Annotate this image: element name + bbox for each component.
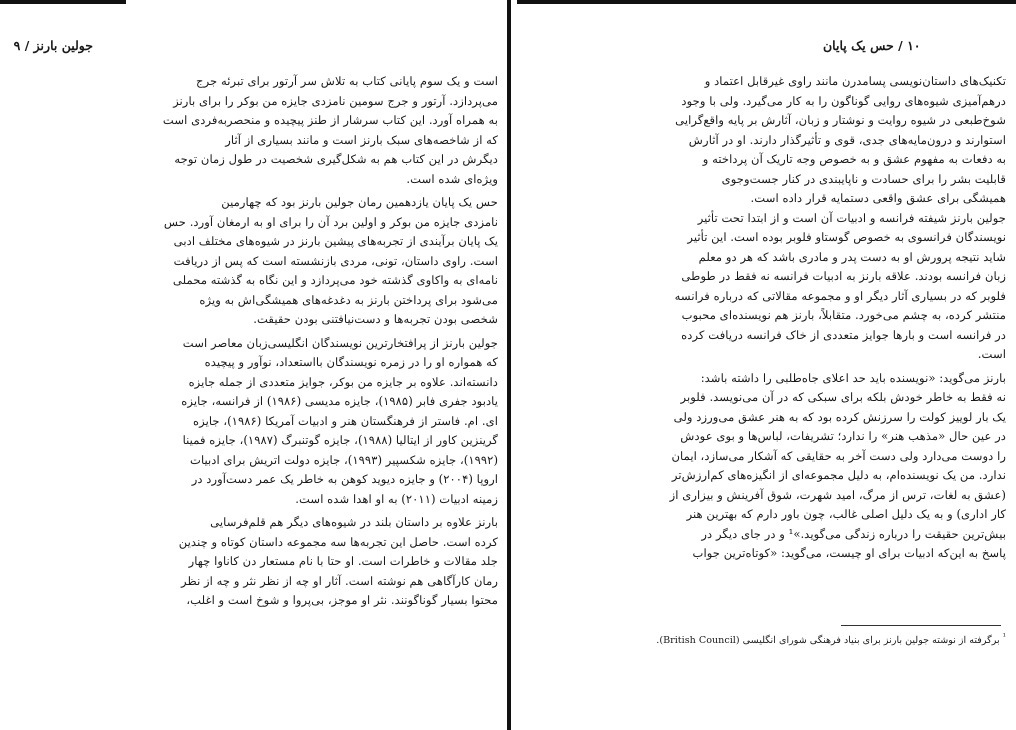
text-line: همیشگی برای عشق واقعی دستمایه قرار داده است. <box>750 191 1006 205</box>
text-line: رمان کارآگاهی هم نوشته است. آثار او چه از نظر نثر و چه از نظر <box>181 573 498 588</box>
text-line: کرده است. حاصل این تجربه‌ها سه مجموعه داستان کوتاه و چندین <box>178 534 498 549</box>
text-line: را دوست می‌دارد ولی دست آخر به حقایقی که آشکار می‌سازد، ایمان <box>671 448 1006 463</box>
footnote-rule <box>841 625 1001 626</box>
text-line: شاید نتیجه پرورش او به دست پدر و مادری باشد که هر دو معلم <box>698 249 1006 264</box>
text-line: دیگرش در این کتاب هم به شکل‌گیری شخصیت در طول زمان توجه <box>174 152 498 166</box>
paragraph <box>94 513 498 611</box>
right-page <box>511 0 1016 730</box>
footnote <box>603 630 1006 648</box>
text-line: گرینزین کاور از ایتالیا (۱۹۸۸)، جایزه گوتنبرگ (۱۹۸۷)، جایزه فمینا <box>182 433 498 447</box>
text-line: به دفعات به مفهوم عشق و به خصوص وجه تاریک آن پرداخته و <box>702 152 1006 166</box>
text-line: است و یک سوم پایانی کتاب به تلاش سر آرتور برای تبرئه جرج <box>196 74 498 88</box>
text-line: که همواره او را در زمره نویسندگان بااستعداد، نوآور و پیچیده <box>204 355 498 369</box>
text-line: شخصی بودن تجربه‌ها و دست‌نیافتنی بودن حقیقت. <box>253 312 498 326</box>
text-line: اروپا (۲۰۰۴) و جایزه دیوید کوهن به خاطر یک عمر دست‌آورد در <box>191 472 498 486</box>
text-line: شوخ‌طبعی در شیوه روایت و نوشتار و زبان، آثارش بر پایه واقع‌گرایی <box>675 113 1006 127</box>
footnote-text: برگرفته از نوشته جولین بارنز برای بنیاد فرهنگی شورای انگلیسی (British Council). <box>656 635 1000 647</box>
page-header-left: جولین بارنز / ۹ <box>13 38 93 53</box>
text-line: قابلیت بشر را برای حسادت و ناپایبندی در کنار جست‌وجوی <box>721 171 1006 186</box>
paragraph <box>94 193 498 330</box>
text-line: به همراه آورد. این کتاب سرشار از طنز پیچیده و منحصربه‌فردی است <box>162 113 498 127</box>
text-line: فلوبر که در بسیاری آثار دیگر او و مجموعه مقالاتی که درباره فرانسه <box>674 288 1006 303</box>
text-line: که از شاخصه‌های سبک بارنز است و مانند بسیاری از آثار <box>225 132 498 147</box>
paragraph <box>94 72 498 189</box>
text-line: در فرانسه است و بارها جوایز متعددی از خاک فرانسه دریافت کرده <box>681 327 1006 342</box>
paragraph <box>603 369 1006 564</box>
text-line: (۱۹۹۲)، جایزه شکسپیر (۱۹۹۳)، جایزه دولت اتریش برای ادبیات <box>189 452 498 467</box>
text-line: نه فقط به خاطر خودش بلکه برای سبکی که در آن می‌نویسد. فلوبر <box>680 390 1006 404</box>
text-line: ندارد. من یک نویسنده‌ام، به دلیل مجموعه‌ای از انگیزه‌های کم‌ارزش‌تر <box>671 468 1006 482</box>
right-page-body <box>603 72 1006 568</box>
text-line: زمینه ادبیات (۲۰۱۱) به او اهدا شده است. <box>295 491 498 506</box>
text-line: حس یک پایان یازدهمین رمان جولین بارنز بود که چهارمین <box>221 195 498 209</box>
text-line: یادبود جفری فابر (۱۹۸۵)، جایزه مدیسی (۱۹۸۶) از فرانسه، جایزه <box>181 394 498 408</box>
text-line: کار اداری) و به یک دلیل اصلی غالب، چون باور دارم که بهترین هنر <box>686 507 1006 521</box>
footnote-mark: ¹ <box>1002 632 1006 641</box>
page-header-right: ۱۰ / حس یک پایان <box>823 38 921 53</box>
text-line: درهم‌آمیزی شیوه‌های روایی گوناگون را به کار می‌گیرد. ولی با وجود <box>681 93 1006 108</box>
text-line: بیش‌ترین حقیقت را درباره زندگی می‌گوید.»¹ و در جای دیگر در <box>701 526 1006 541</box>
text-line: بارنز می‌گوید: «نویسنده باید حد اعلای جاه‌طلبی را داشته باشد: <box>700 370 1006 385</box>
paragraph <box>94 334 498 510</box>
text-line: نامه‌ای به واکاوی گذشته خود می‌پردازد و این نگاه به گذشته محملی <box>172 273 498 287</box>
text-line: ای. ام. فاستر از فرهنگستان هنر و ادبیات آمریکا (۱۹۸۶)، جایزه <box>193 413 498 428</box>
text-line: تکنیک‌های داستان‌نویسی پسامدرن مانند راوی غیرقابل اعتماد و <box>704 74 1006 88</box>
text-line: بارنز علاوه بر داستان بلند در شیوه‌های دیگر هم قلم‌فرسایی <box>210 515 498 529</box>
text-line: جلد مقالات و خاطرات است. او حتا با نام مستعار دن کاناوا چهار <box>188 554 498 568</box>
text-line: زبان فرانسه بودند. علاقه بارنز به ادبیات فرانسه نه فقط در طوطی <box>681 269 1006 283</box>
text-line: جولین بارنز از پرافتخارترین نویسندگان انگلیسی‌زبان معاصر است <box>182 335 498 350</box>
text-line: است. <box>977 347 1006 361</box>
text-line: نامزدی جایزه من بوکر و اولین برد آن را برای او به ارمغان آورد. حس <box>163 214 498 229</box>
left-page <box>0 0 507 730</box>
text-line: ویژه‌ای شده است. <box>406 171 498 186</box>
text-line: در عین حال «مذهب هنر» را ندارد؛ تشریفات، لباس‌ها و بوی عودش <box>680 429 1006 443</box>
paragraph <box>603 72 1006 365</box>
text-line: نویسندگان فرانسوی به خصوص گوستاو فلوبر بوده است. این تأثیر <box>687 230 1006 244</box>
text-line: منتشر کرده، به چشم می‌خورد. متقابلاً، بارنز هم نویسنده‌ای محبوب <box>681 308 1006 322</box>
text-line: (عشق به لغات، ترس از مرگ، امید شهرت، شوق آفرینش و بیزاری از <box>669 487 1006 502</box>
text-line: دانسته‌اند. علاوه بر جایزه من بوکر، جوایز متعددی از جمله جایزه <box>188 374 498 389</box>
text-line: استوارند و درون‌مایه‌های جدی، قوی و تأثیرگذار دارند. او در آثارش <box>688 132 1006 147</box>
text-line: است. راوی داستان، تونی، مردی بازنشسته است که پس از دریافت <box>173 253 498 268</box>
text-line: پاسخ به این‌که ادبیات برای او چیست، می‌گوید: «کوتاه‌ترین جواب <box>692 546 1006 560</box>
text-line: جولین بارنز شیفته فرانسه و ادبیات آن است و از ابتدا تحت تأثیر <box>697 210 1006 225</box>
text-line: محتوا بسیار گوناگونند. نثر او موجز، بی‌پروا و شوخ است و اغلب، <box>186 593 498 607</box>
text-line: می‌پردازد. آرتور و جرج سومین نامزدی جایزه من بوکر را برای بارنز <box>173 93 498 108</box>
text-line: یک پایان برآیندی از تجربه‌های پیشین بارنز در شیوه‌های مختلف ادبی <box>173 234 498 248</box>
left-page-body <box>94 72 498 615</box>
text-line: یک بار لوییز کولت را سرزنش کرده بود که به هنر عشق می‌ورزد ولی <box>673 409 1006 424</box>
text-line: می‌شود برای پرداختن بارنز به دغدغه‌های همیشگی‌اش به ویژه <box>199 292 498 307</box>
